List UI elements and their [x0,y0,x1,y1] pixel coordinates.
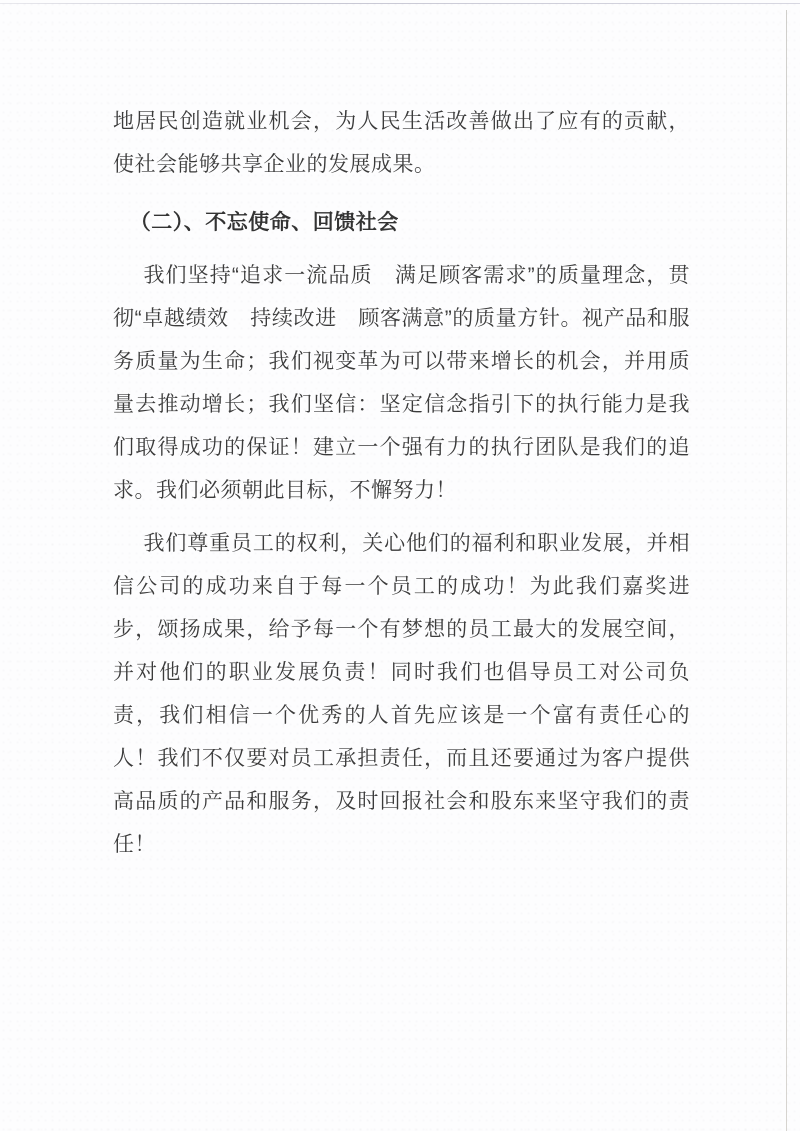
section-heading: （二）、不忘使命、回馈社会 [129,211,399,234]
paragraph-continuation: 地居民创造就业机会，为人民生活改善做出了应有的贡献，使社会能够共享企业的发展成果。 [113,110,690,176]
paragraph-quality-policy: 我们坚持“追求一流品质 满足顾客需求”的质量理念，贯彻“卓越绩效 持续改进 顾客满意”的质量方针。视产品和服务质量为生命；我们视变革为可以带来增长的机会，并用质量去推动增长；我们坚信：坚定信念指引下的执行能力是我们取得成功的保证！建立一个强有力的执行团队是我们的追求。我们必须朝此目标，不懈努力！ [113,264,690,502]
paragraph-employee-responsibility: 我们尊重员工的权利，关心他们的福利和职业发展，并相信公司的成功来自于每一个员工的成功！为此我们嘉奖进步，颂扬成果，给予每一个有梦想的员工最大的发展空间，并对他们的职业发展负责！同时我们也倡导员工对公司负责，我们相信一个优秀的人首先应该是一个富有责任心的人！我们不仅要对员工承担责任，而且还要通过为客户提供高品质的产品和服务，及时回报社会和股东来坚守我们的责任！ [113,532,690,856]
